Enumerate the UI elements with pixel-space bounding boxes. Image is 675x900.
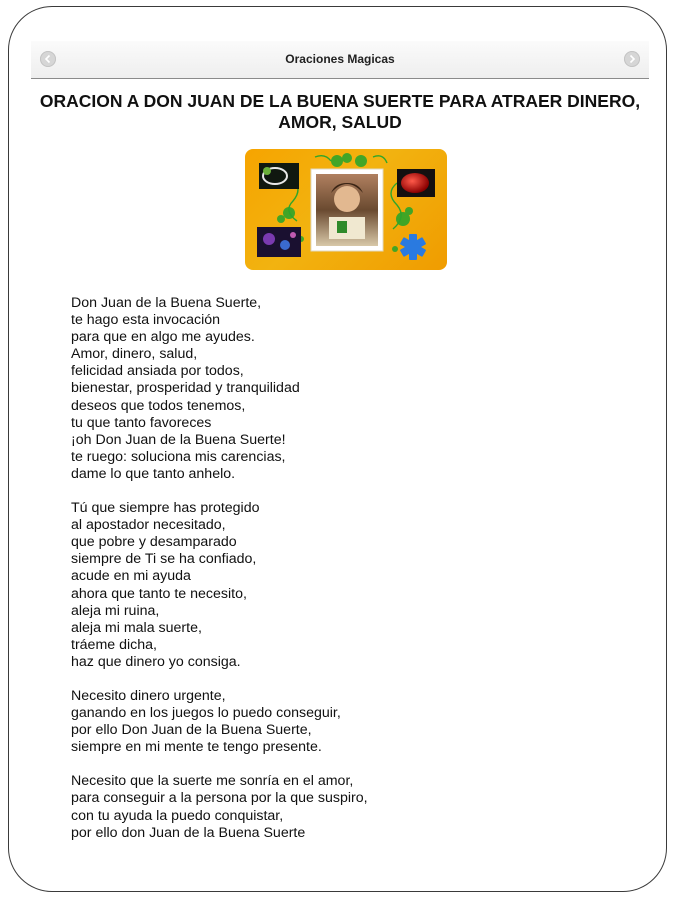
poem-line: te ruego: soluciona mis carencias, xyxy=(71,448,286,465)
poem-line: siempre en mi mente te tengo presente. xyxy=(71,739,322,756)
poem-line: Amor, dinero, salud, xyxy=(71,346,198,363)
poem-line: siempre de Ti se ha confiado, xyxy=(71,551,257,568)
poem-line: aleja mi mala suerte, xyxy=(71,619,202,636)
poem-line: felicidad ansiada por todos, xyxy=(71,363,244,380)
poem-line: Necesito que la suerte me sonría en el amor, xyxy=(71,773,354,790)
poem-line: ahora que tanto te necesito, xyxy=(71,585,247,602)
poem-line: con tu ayuda la puedo conquistar, xyxy=(71,807,284,824)
poem-line: Don Juan de la Buena Suerte, xyxy=(71,295,262,311)
forward-circle-icon[interactable] xyxy=(624,51,640,67)
poem-line: para que en algo me ayudes. xyxy=(71,329,255,346)
page-title: ORACION A DON JUAN DE LA BUENA SUERTE PARA ATRAER DINERO, AMOR, SALUD xyxy=(39,91,641,132)
poem-line: Necesito dinero urgente, xyxy=(71,687,226,704)
poem-line: te hago esta invocación xyxy=(71,312,221,329)
poem-line: aleja mi ruina, xyxy=(71,602,160,619)
poem-line: tráeme dicha, xyxy=(71,636,157,653)
stanza xyxy=(71,773,631,841)
poem-line: por ello don Juan de la Buena Suerte xyxy=(71,824,306,841)
stanza xyxy=(71,295,631,483)
poem-line: al apostador necesitado, xyxy=(71,517,226,534)
poem-line: dame lo que tanto anhelo. xyxy=(71,465,236,482)
prayer-text xyxy=(71,295,631,859)
poem-line: tu que tanto favoreces xyxy=(71,414,212,431)
poem-line: para conseguir a la persona por la que suspiro, xyxy=(71,790,368,807)
page-content[interactable] xyxy=(31,81,649,841)
collage-graphic xyxy=(245,149,447,270)
device-frame xyxy=(8,6,667,892)
stanza xyxy=(71,500,631,671)
poem-line: por ello Don Juan de la Buena Suerte, xyxy=(71,722,312,739)
poem-line: acude en mi ayuda xyxy=(71,568,191,585)
poem-line: bienestar, prosperidad y tranquilidad xyxy=(71,380,300,397)
poem-line: Tú que siempre has protegido xyxy=(71,500,260,517)
stanza xyxy=(71,688,631,756)
navigation-bar xyxy=(31,41,649,79)
poem-line: ganando en los juegos lo puedo conseguir, xyxy=(71,705,341,722)
poem-line: que pobre y desamparado xyxy=(71,534,237,551)
poem-line: deseos que todos tenemos, xyxy=(71,397,246,414)
prayer-image xyxy=(245,149,447,270)
poem-line: ¡oh Don Juan de la Buena Suerte! xyxy=(71,431,286,448)
poem-line: haz que dinero yo consiga. xyxy=(71,653,241,670)
nav-title: Oraciones Magicas xyxy=(285,52,395,66)
